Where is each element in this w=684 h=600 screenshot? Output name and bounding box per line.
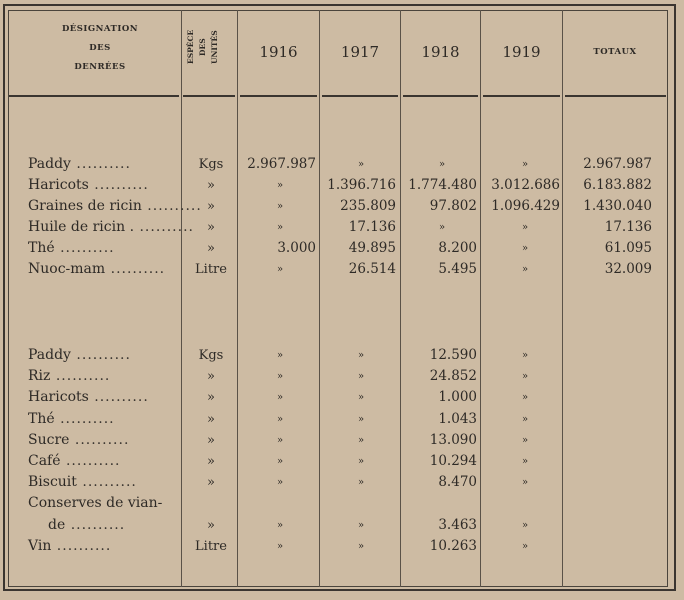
dot-leader: .......... bbox=[65, 516, 126, 533]
item-name: Huile de ricin . .......... bbox=[28, 219, 194, 235]
value-1918: 12.590 bbox=[429, 347, 477, 363]
value-1916: » bbox=[276, 413, 284, 425]
value-1919: » bbox=[521, 264, 529, 275]
value-1916: » bbox=[276, 477, 284, 489]
dot-leader: .......... bbox=[60, 453, 121, 469]
header-rule bbox=[565, 95, 666, 97]
value-1919: » bbox=[521, 371, 529, 383]
header-totaux: TOTAUX bbox=[593, 47, 637, 57]
header-rule bbox=[322, 95, 398, 97]
value-1918: 13.090 bbox=[429, 431, 477, 448]
dot-leader: .......... bbox=[88, 177, 149, 193]
dot-leader: .......... bbox=[76, 474, 137, 491]
value-1917: » bbox=[357, 159, 365, 170]
item-name: Biscuit .......... bbox=[28, 474, 137, 491]
value-1918: 1.000 bbox=[438, 389, 477, 406]
unit: » bbox=[207, 475, 215, 491]
table-row bbox=[0, 366, 684, 387]
unit: Litre bbox=[195, 538, 227, 554]
unit: Kgs bbox=[198, 348, 224, 363]
value-total: 2.967.987 bbox=[583, 156, 652, 172]
item-name: Paddy .......... bbox=[28, 156, 131, 172]
table-row bbox=[0, 196, 684, 217]
dot-leader: .......... bbox=[54, 410, 115, 427]
value-1916: » bbox=[276, 201, 284, 212]
table-row bbox=[0, 175, 684, 196]
value-1917: 26.514 bbox=[348, 261, 396, 277]
value-1918: » bbox=[438, 222, 446, 233]
item-name: Sucre .......... bbox=[28, 431, 130, 448]
value-total: 6.183.882 bbox=[583, 177, 652, 193]
value-1916: » bbox=[276, 392, 284, 404]
item-name: Haricots .......... bbox=[28, 177, 149, 193]
value-1917: 1.396.716 bbox=[327, 177, 396, 193]
item-name: Riz .......... bbox=[28, 368, 111, 385]
value-1917: » bbox=[357, 477, 365, 489]
header-rule bbox=[9, 95, 179, 97]
value-total: 17.136 bbox=[604, 219, 652, 235]
unit: » bbox=[207, 220, 215, 235]
table-row bbox=[0, 217, 684, 238]
table-row bbox=[0, 387, 684, 408]
value-1916: 3.000 bbox=[277, 240, 316, 256]
value-1916: » bbox=[276, 519, 284, 531]
header-year-1919: 1919 bbox=[502, 43, 541, 61]
unit: » bbox=[207, 517, 215, 533]
value-1916: » bbox=[276, 222, 284, 233]
table-row bbox=[0, 451, 684, 472]
value-1917: » bbox=[357, 371, 365, 383]
value-1919: 3.012.686 bbox=[491, 177, 560, 193]
value-1917: 49.895 bbox=[348, 240, 396, 256]
value-1917: » bbox=[357, 456, 365, 467]
header-rule bbox=[240, 95, 317, 97]
value-1916: » bbox=[276, 371, 284, 383]
dot-leader: .......... bbox=[50, 368, 111, 385]
value-1916: » bbox=[276, 540, 284, 552]
item-name: Conserves de vian- bbox=[28, 495, 163, 512]
unit: Kgs bbox=[198, 157, 224, 172]
unit: » bbox=[207, 199, 215, 214]
value-1918: 24.852 bbox=[429, 368, 477, 385]
value-1917: » bbox=[357, 519, 365, 531]
dot-leader: .......... bbox=[70, 347, 131, 363]
table-row bbox=[0, 409, 684, 430]
value-1919: » bbox=[521, 434, 529, 446]
value-1919: » bbox=[521, 456, 529, 467]
dot-leader: .......... bbox=[70, 156, 131, 172]
value-1919: 1.096.429 bbox=[491, 198, 560, 214]
dot-leader: .......... bbox=[88, 389, 149, 406]
header-rule bbox=[483, 95, 560, 97]
value-1916: » bbox=[276, 434, 284, 446]
value-1919: » bbox=[521, 159, 529, 170]
dot-leader: .......... bbox=[134, 219, 194, 235]
table-row bbox=[0, 515, 684, 536]
value-1918: 1.043 bbox=[438, 410, 477, 427]
value-1918: » bbox=[438, 159, 446, 170]
unit: » bbox=[207, 454, 215, 469]
dot-leader: .......... bbox=[54, 240, 115, 256]
unit: Litre bbox=[195, 262, 227, 277]
value-1918: 5.495 bbox=[438, 261, 477, 277]
value-1918: 8.200 bbox=[438, 240, 477, 256]
value-1919: » bbox=[521, 392, 529, 404]
item-name: Graines de ricin .......... bbox=[28, 198, 202, 214]
value-1919: » bbox=[521, 413, 529, 425]
value-1919: » bbox=[521, 222, 529, 233]
table-row bbox=[0, 259, 684, 280]
header-year-1916: 1916 bbox=[259, 43, 298, 61]
value-1919: » bbox=[521, 540, 529, 552]
unit: » bbox=[207, 178, 215, 193]
dot-leader: .......... bbox=[69, 431, 130, 448]
table-row bbox=[0, 238, 684, 259]
item-name: Haricots .......... bbox=[28, 389, 149, 406]
value-1917: 235.809 bbox=[340, 198, 396, 214]
value-1917: 17.136 bbox=[348, 219, 396, 235]
table-row bbox=[0, 154, 684, 175]
value-1918: 3.463 bbox=[438, 516, 477, 533]
table-row bbox=[0, 345, 684, 366]
value-total: 1.430.040 bbox=[583, 198, 652, 214]
header-rule bbox=[183, 95, 235, 97]
dot-leader: .......... bbox=[51, 537, 112, 554]
unit: » bbox=[207, 390, 215, 406]
value-1916: » bbox=[276, 456, 284, 467]
item-name: Vin .......... bbox=[28, 537, 112, 554]
value-1917: » bbox=[357, 540, 365, 552]
value-1917: » bbox=[357, 392, 365, 404]
value-1916: 2.967.987 bbox=[247, 156, 316, 172]
table-row bbox=[0, 536, 684, 557]
header-year-1917: 1917 bbox=[340, 43, 380, 61]
item-name: Nuoc-mam .......... bbox=[28, 261, 166, 277]
value-1919: » bbox=[521, 350, 529, 361]
value-1917: » bbox=[357, 434, 365, 446]
value-total: 61.095 bbox=[604, 240, 652, 256]
value-1917: » bbox=[357, 350, 365, 361]
value-total: 32.009 bbox=[604, 261, 652, 277]
document-page: DÉSIGNATION DES DENRÉES ESPÈCE DES UNITÉS 1916 1917 1918 1919 TOTAUX Paddy .......... Kgs 2.967.987 » » » 2.967.987 Haricots .......... » » 1.396.716 1.774.480 3.012.686 6.183.882 Graines de ricin .......... » » 235.809 97.802 1.096.429 1.430.040 Huile de ricin . .......... » » 17.136 » » 17.136 Thé .......... » 3.000 49.895 8.200 » 61.095 Nuoc-mam .......... Litre » 26.514 5.495 » 32.009 Paddy .......... Kgs » » 12.590 » Riz .......... » » » 24.852 » Haricots .......... » » » 1.000 » Thé .......... » » » 1.043 » Sucre .......... » » » 13.090 » Café .......... » » » 10.294 » Biscuit .......... » » » 8.470 » Conserves de vian- de .......... » » » 3.463 » Vin .......... Litre » » 10.263 » bbox=[0, 0, 684, 600]
table-row bbox=[0, 430, 684, 451]
dot-leader: .......... bbox=[141, 198, 202, 214]
value-1918: 10.294 bbox=[429, 453, 477, 469]
table-row bbox=[0, 472, 684, 493]
item-name: de .......... bbox=[48, 516, 126, 533]
unit: » bbox=[207, 432, 215, 448]
value-1916: » bbox=[276, 264, 284, 275]
dot-leader: .......... bbox=[105, 261, 166, 277]
unit: » bbox=[207, 369, 215, 385]
value-1916: » bbox=[276, 350, 284, 361]
header-year-1918: 1918 bbox=[421, 43, 460, 61]
item-name: Café .......... bbox=[28, 453, 121, 469]
unit: » bbox=[207, 411, 215, 427]
value-1919: » bbox=[521, 519, 529, 531]
value-1919: » bbox=[521, 477, 529, 489]
value-1919: » bbox=[521, 243, 529, 254]
value-1918: 8.470 bbox=[438, 474, 477, 491]
header-designation: DÉSIGNATION DES DENRÉES bbox=[61, 24, 139, 72]
header-rule bbox=[403, 95, 478, 97]
table-row bbox=[0, 493, 684, 514]
value-1918: 10.263 bbox=[429, 537, 477, 554]
value-1916: » bbox=[276, 180, 284, 191]
item-name: Paddy .......... bbox=[28, 347, 131, 363]
value-1918: 97.802 bbox=[429, 198, 477, 214]
value-1917: » bbox=[357, 413, 365, 425]
item-name: Thé .......... bbox=[28, 410, 115, 427]
item-name: Thé .......... bbox=[28, 240, 115, 256]
value-1918: 1.774.480 bbox=[408, 177, 477, 193]
unit: » bbox=[207, 241, 215, 256]
